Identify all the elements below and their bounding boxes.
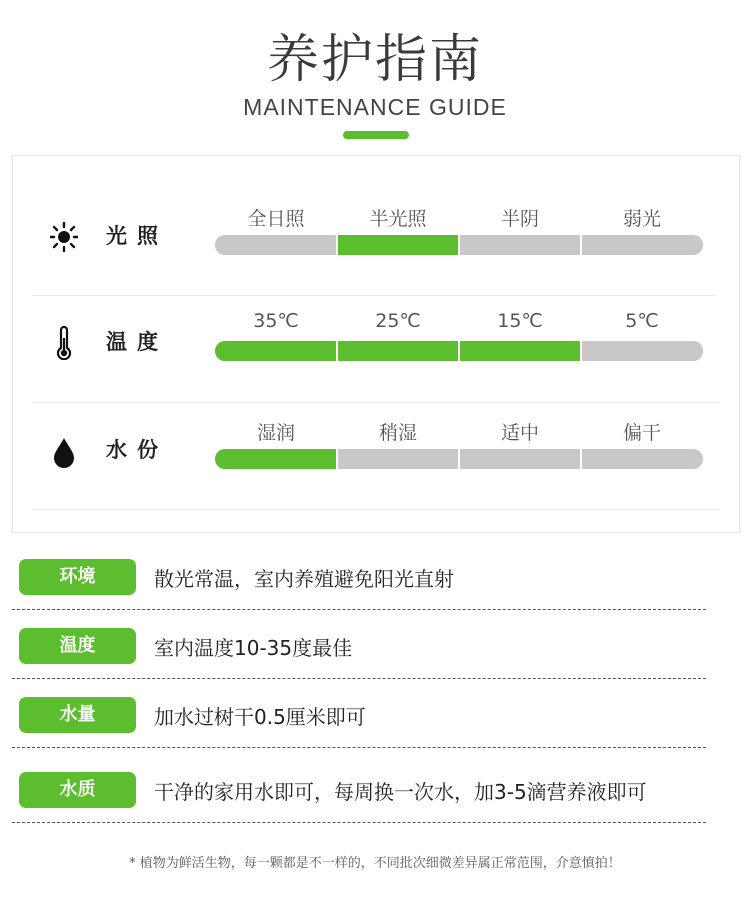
level-segment [459,341,581,361]
disclaimer-note: * 植物为鲜活生物，每一颗都是不一样的，不同批次细微差异属正常范围，介意慎拍！ [129,856,621,871]
row-label: 光照 [106,224,168,248]
segment-divider [336,235,338,255]
info-text: 散光常温，室内养殖避免阳光直射 [154,567,454,591]
level-segment [459,449,581,469]
title-underline [343,131,409,139]
row-label: 温度 [106,330,168,354]
row-label: 水份 [106,438,168,462]
level-label: 适中 [500,422,539,444]
segment-divider [336,449,338,469]
info-text: 加水过树干0.5厘米即可 [154,705,366,729]
level-label: 35℃ [253,310,299,332]
level-label: 湿润 [256,422,295,444]
page-subtitle: MAINTENANCE GUIDE [243,94,507,120]
level-segment [337,341,459,361]
segment-divider [580,341,582,361]
info-tag: 水质 [19,772,136,808]
info-text: 干净的家用水即可，每周换一次水，加3-5滴营养液即可 [154,780,647,804]
segment-divider [580,449,582,469]
segment-divider [580,235,582,255]
info-row-temperature [12,628,706,688]
segment-divider [458,341,460,361]
info-tag: 环境 [19,559,136,595]
thermometer-icon [50,326,78,360]
level-label: 全日照 [247,208,305,230]
segment-divider [458,235,460,255]
info-row-water-quality [12,772,706,832]
dashed-divider [12,822,706,823]
level-label: 半光照 [369,208,427,230]
level-label: 稍湿 [378,422,417,444]
level-label: 5℃ [625,310,659,332]
level-segment [337,449,459,469]
info-row-environment [12,559,706,619]
page-title: 养护指南 [266,30,483,90]
level-segment [215,449,337,469]
dashed-divider [12,609,706,610]
care-row-temperature [12,296,740,402]
level-label: 弱光 [622,208,661,230]
sun-icon [50,220,78,254]
level-segment [581,449,703,469]
segment-divider [336,341,338,361]
level-bar [215,449,703,469]
level-label: 15℃ [497,310,543,332]
level-bar [215,235,703,255]
level-label: 半阴 [500,208,539,230]
info-text: 室内温度10-35度最佳 [154,636,353,660]
row-divider [32,402,718,403]
dashed-divider [12,678,706,679]
info-row-water-amount [12,697,706,757]
info-tag: 水量 [19,697,136,733]
level-bar [215,341,703,361]
level-label: 25℃ [375,310,421,332]
info-tag: 温度 [19,628,136,664]
level-segment [337,235,459,255]
level-segment [215,341,337,361]
dashed-divider [12,747,706,748]
care-row-water [12,404,740,510]
water-drop-icon [50,434,78,468]
segment-divider [458,449,460,469]
level-segment [459,235,581,255]
level-label: 偏干 [622,422,661,444]
level-segment [581,235,703,255]
level-segment [215,235,337,255]
care-row-light [12,190,740,296]
level-segment [581,341,703,361]
row-divider [32,509,718,510]
